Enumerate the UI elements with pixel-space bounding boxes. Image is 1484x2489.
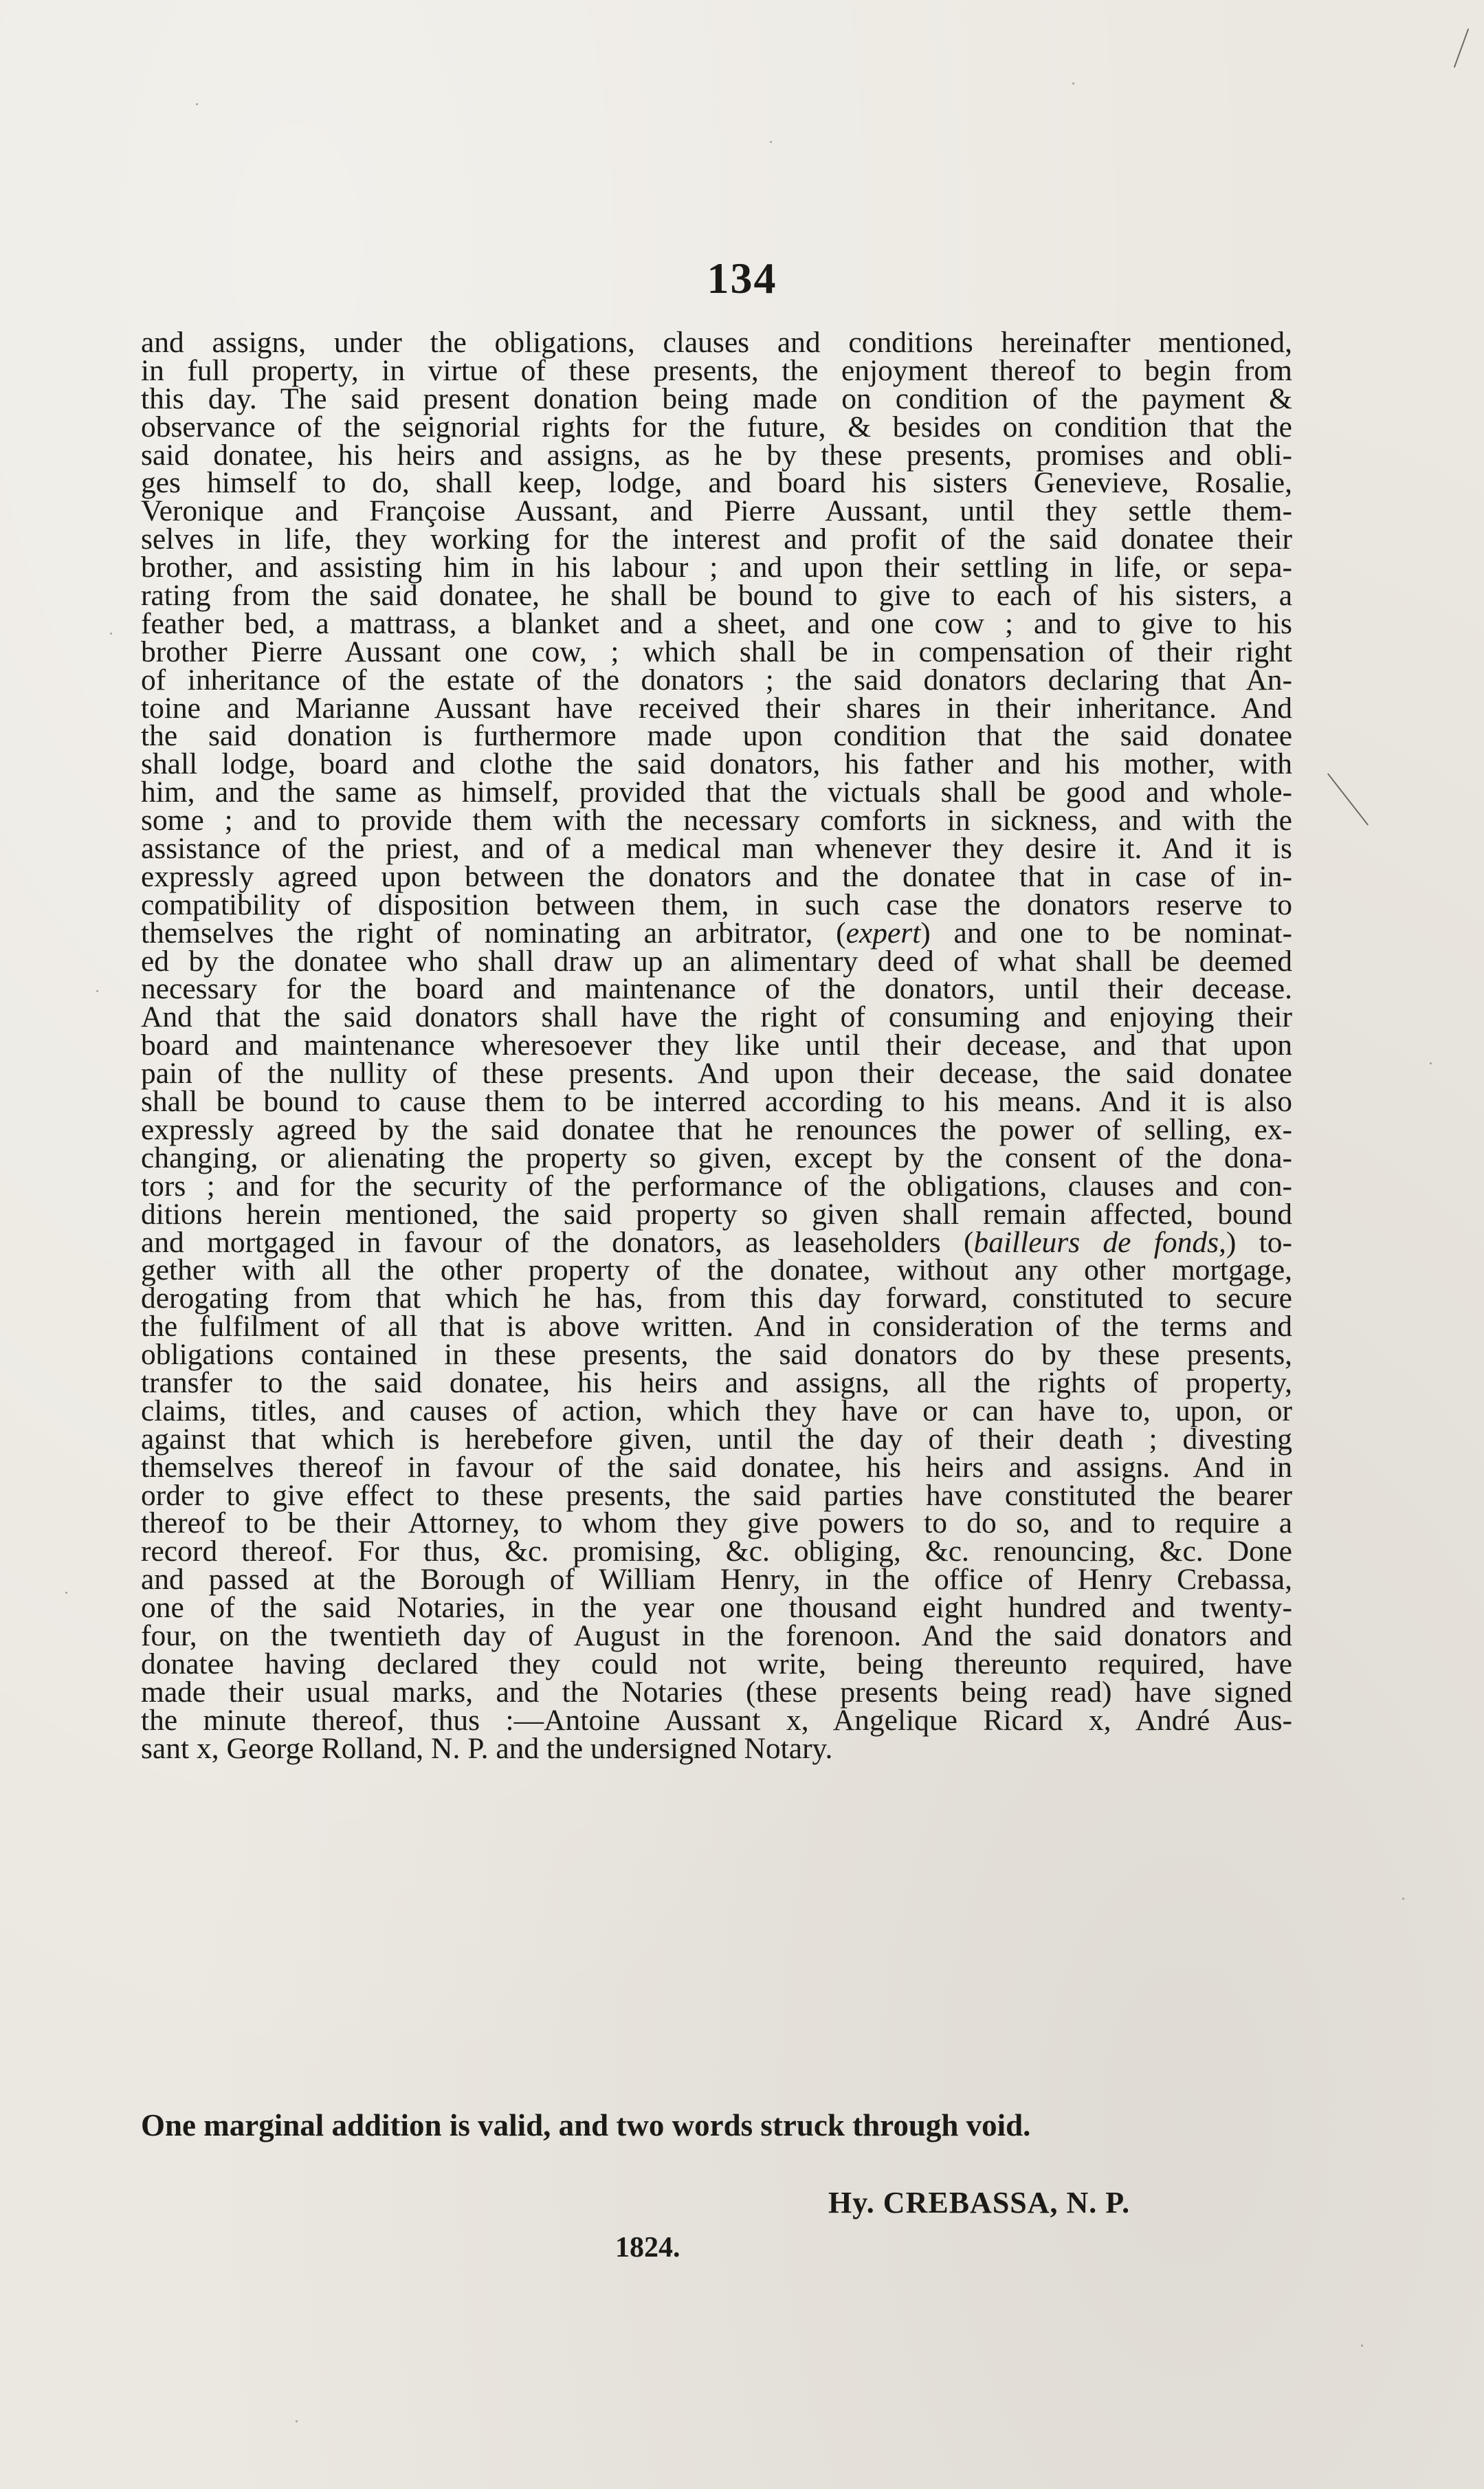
text-line: expressly agreed by the said donatee that he renounces the power of selling, ex-: [141, 1112, 1292, 1146]
text-line: themselves the right of nominating an arbitrator, (expert) and one to be nominat-: [141, 916, 1292, 950]
text-line: ditions herein mentioned, the said property so given shall remain affected, bound: [141, 1197, 1292, 1231]
text-line: obligations contained in these presents, the said donators do by these presents,: [141, 1338, 1292, 1372]
text-line: Veronique and Françoise Aussant, and Pierre Aussant, until they settle them-: [141, 494, 1292, 528]
scan-speck: [1402, 1898, 1404, 1900]
scan-speck: [110, 633, 112, 635]
text-line: transfer to the said donatee, his heirs and assigns, all the rights of property,: [141, 1366, 1292, 1399]
text-line: necessary for the board and maintenance of the donators, until their decease.: [141, 972, 1292, 1006]
text-line: shall be bound to cause them to be interred according to his means. And it is also: [141, 1085, 1292, 1119]
notary-signature: Hy. CREBASSA, N. P.: [828, 2186, 1131, 2219]
text-line: brother, and assisting him in his labour ; and upon their settling in life, or sepa-: [141, 551, 1292, 584]
text-line: shall lodge, board and clothe the said donators, his father and his mother, with: [141, 747, 1292, 781]
text-line: rating from the said donatee, he shall be bound to give to each of his sisters, a: [141, 579, 1292, 613]
text-line: feather bed, a mattrass, a blanket and a sheet, and one cow ; and to give to his: [141, 606, 1292, 640]
text-line: and passed at the Borough of William Henry, in the office of Henry Crebassa,: [141, 1563, 1292, 1597]
text-line: themselves thereof in favour of the said donatee, his heirs and assigns. And in: [141, 1450, 1292, 1484]
text-line: made their usual marks, and the Notaries (these presents being read) have signed: [141, 1675, 1292, 1709]
scan-speck: [296, 2420, 298, 2422]
text-line: him, and the same as himself, provided that the victuals shall be good and whole-: [141, 776, 1292, 809]
marginal-note: One marginal addition is valid, and two words struck through void.: [141, 2108, 1031, 2142]
text-line: tors ; and for the security of the performance of the obligations, clauses and con-: [141, 1169, 1292, 1203]
text-line: the minute thereof, thus :—Antoine Aussant x, Angelique Ricard x, André Aus-: [141, 1703, 1292, 1737]
text-line: four, on the twentieth day of August in the forenoon. And the said donators and: [141, 1619, 1292, 1652]
text-line: the fulfilment of all that is above written. And in consideration of the terms and: [141, 1310, 1292, 1344]
italic-term: expert: [845, 916, 921, 950]
text-line: donatee having declared they could not write, being thereunto required, have: [141, 1647, 1292, 1680]
text-line: compatibility of disposition between them, in such case the donators reserve to: [141, 888, 1292, 921]
text-line: toine and Marianne Aussant have received their shares in their inheritance. And: [141, 691, 1292, 725]
italic-term: bailleurs de fonds,: [973, 1225, 1226, 1259]
text-line: this day. The said present donation being made on condition of the payment &: [141, 382, 1292, 415]
margin-mark: [1454, 28, 1469, 67]
text-line: record thereof. For thus, &c. promising, &c. obliging, &c. renouncing, &c. Done: [141, 1535, 1292, 1568]
text-line: said donatee, his heirs and assigns, as he by these presents, promises and obli-: [141, 438, 1292, 472]
text-line: gether with all the other property of the donatee, without any other mortgage,: [141, 1253, 1292, 1287]
text-line: order to give effect to these presents, the said parties have constituted the bearer: [141, 1478, 1292, 1512]
scan-speck: [1430, 1062, 1432, 1064]
margin-mark: [1327, 773, 1369, 825]
text-line: changing, or alienating the property so given, except by the consent of the dona-: [141, 1141, 1292, 1174]
text-line: against that which is herebefore given, until the day of their death ; divesting: [141, 1422, 1292, 1456]
text-line: expressly agreed upon between the donators and the donatee that in case of in-: [141, 859, 1292, 893]
text-line: board and maintenance wheresoever they like until their decease, and that upon: [141, 1029, 1292, 1062]
year-footer: 1824.: [615, 2232, 680, 2263]
text-line: selves in life, they working for the interest and profit of the said donatee their: [141, 523, 1292, 556]
scan-speck: [770, 141, 772, 143]
scan-speck: [1361, 2345, 1363, 2347]
body-text: [141, 326, 1292, 1765]
text-line: one of the said Notaries, in the year one thousand eight hundred and twenty-: [141, 1591, 1292, 1625]
text-line: And that the said donators shall have the right of consuming and enjoying their: [141, 1000, 1292, 1034]
text-line: thereof to be their Attorney, to whom they give powers to do so, and to require a: [141, 1506, 1292, 1540]
text-line: and mortgaged in favour of the donators, as leaseholders (bailleurs de fonds,) to-: [141, 1225, 1292, 1259]
text-line: ed by the donatee who shall draw up an alimentary deed of what shall be deemed: [141, 944, 1292, 978]
text-line: observance of the seignorial rights for the future, & besides on condition that the: [141, 410, 1292, 443]
text-line: assistance of the priest, and of a medical man whenever they desire it. And it is: [141, 832, 1292, 866]
text-line: ges himself to do, shall keep, lodge, and board his sisters Genevieve, Rosalie,: [141, 466, 1292, 500]
page-number: 134: [707, 254, 777, 303]
text-line: in full property, in virtue of these presents, the enjoyment thereof to begin from: [141, 353, 1292, 387]
text-line: brother Pierre Aussant one cow, ; which shall be in compensation of their right: [141, 635, 1292, 668]
text-line: derogating from that which he has, from this day forward, constituted to secure: [141, 1282, 1292, 1315]
text-line: some ; and to provide them with the necessary comforts in sickness, and with the: [141, 804, 1292, 837]
scan-speck: [96, 990, 98, 992]
text-line: claims, titles, and causes of action, which they have or can have to, upon, or: [141, 1394, 1292, 1427]
text-line: and assigns, under the obligations, clauses and conditions hereinafter mentioned,: [141, 326, 1292, 359]
scan-speck: [65, 1592, 67, 1594]
text-line: the said donation is furthermore made upon condition that the said donatee: [141, 719, 1292, 753]
text-line: sant x, George Rolland, N. P. and the undersigned Notary.: [141, 1731, 833, 1765]
scan-speck: [196, 103, 198, 105]
scan-speck: [1072, 83, 1074, 85]
text-line: pain of the nullity of these presents. And upon their decease, the said donatee: [141, 1057, 1292, 1090]
text-line: of inheritance of the estate of the donators ; the said donators declaring that An-: [141, 663, 1292, 697]
